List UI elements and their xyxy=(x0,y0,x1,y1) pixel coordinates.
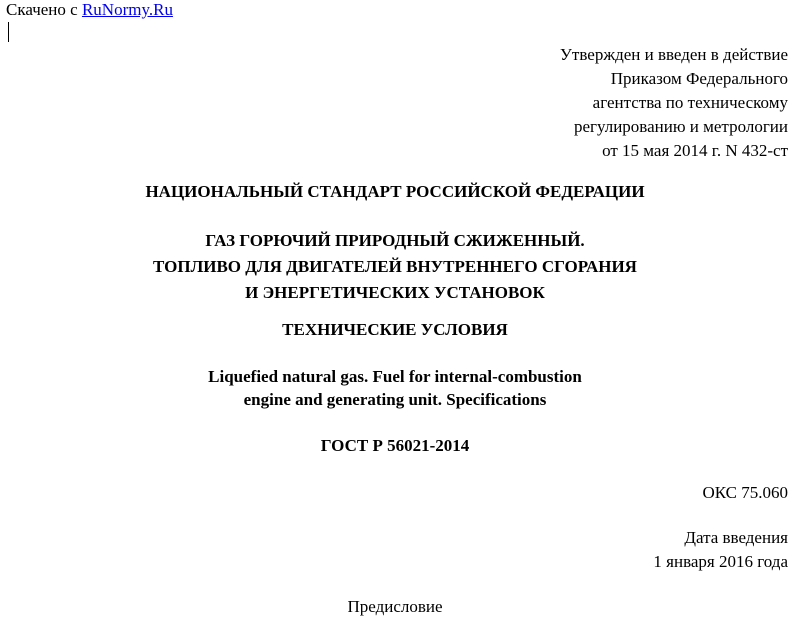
approval-line: агентства по техническому xyxy=(592,93,788,112)
approval-line: Приказом Федерального xyxy=(610,69,788,88)
runormy-link[interactable]: RuNormy.Ru xyxy=(81,0,173,19)
technical-conditions-heading: ТЕХНИЧЕСКИЕ УСЛОВИЯ xyxy=(282,320,508,339)
text-cursor xyxy=(8,22,9,42)
oks-code: ОКС 75.060 xyxy=(702,483,788,502)
approval-block xyxy=(560,43,788,163)
effective-date-block xyxy=(653,526,788,574)
standard-title-line: ГАЗ ГОРЮЧИЙ ПРИРОДНЫЙ СЖИЖЕННЫЙ. xyxy=(205,231,585,250)
standard-title xyxy=(0,228,790,306)
effective-date-label: Дата введения xyxy=(684,528,788,547)
english-title xyxy=(0,365,790,411)
english-title-line: Liquefied natural gas. Fuel for internal-combustion xyxy=(208,367,582,386)
approval-line: регулированию и метрологии xyxy=(573,117,788,136)
effective-date-value: 1 января 2016 года xyxy=(653,552,788,571)
english-title-line: engine and generating unit. Specifications xyxy=(243,390,547,409)
approval-line: Утвержден и введен в действие xyxy=(559,45,788,64)
foreword-heading: Предисловие xyxy=(347,597,443,616)
source-line xyxy=(6,0,173,21)
approval-line: от 15 мая 2014 г. N 432-ст xyxy=(602,141,788,160)
standard-title-line: И ЭНЕРГЕТИЧЕСКИХ УСТАНОВОК xyxy=(245,283,545,302)
national-standard-heading: НАЦИОНАЛЬНЫЙ СТАНДАРТ РОССИЙСКОЙ ФЕДЕРАЦИИ xyxy=(145,182,645,201)
gost-number: ГОСТ Р 56021-2014 xyxy=(320,436,470,455)
standard-title-line: ТОПЛИВО ДЛЯ ДВИГАТЕЛЕЙ ВНУТРЕННЕГО СГОРАНИЯ xyxy=(153,257,637,276)
source-prefix: Скачено с xyxy=(6,0,82,19)
